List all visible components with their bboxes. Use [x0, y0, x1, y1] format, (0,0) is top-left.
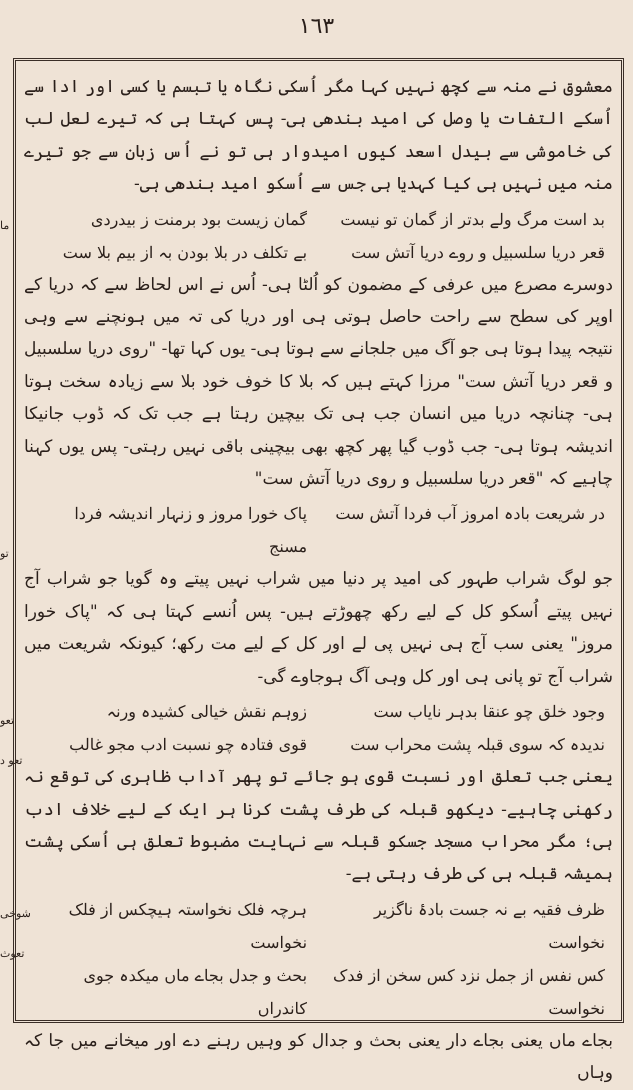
couplet-second-line: وجود خلق چو عنقا بدہر نایاب ست	[373, 702, 605, 722]
couplet-first-line: ہرچہ فلک نخواستہ ہیچکس از فلک نخواست	[68, 899, 308, 952]
couplet-first-line: گمان زیست بود برمنت ز بیدردی	[90, 209, 308, 229]
couplet-first-line: قوی فتادہ چو نسبت ادب مجو غالب	[69, 735, 308, 755]
couplet-first-line: زوہم نقش خیالی کشیدہ ورنہ	[106, 702, 308, 722]
margin-word: ما	[0, 219, 10, 232]
paragraph: معشوق نے منہ سے کچھ نہیں کہا مگر اُسکی نگاہ یا تبسم یا کسی اور ادا سے اُسکے التفات یا وصل کی امید بندھی ہی- پس کہتا ہی کہ تیرے لعل لب کی خاموشی سے بیدل اسعد کیوں امیدوار ہی تو نے اُس زبان سے جو تیرے منہ میں نہیں ہی کیا کہدیا ہی جس سے اُسکو امید بندھی ہی-	[24, 77, 613, 195]
paragraph: یعنی جب تعلق اور نسبت قوی ہو جائے تو پھر آداب ظاہری کی توقع نہ رکھنی چاہیے- دیکھو قبلہ کی طرف پشت کرنا ہر ایک کے لیے خلاف ادب ہی؛ مگر محراب مسجد جسکو قبلہ سے نہایت مضبوط تعلق ہی اُسکی پشت ہمیشہ قبلہ ہی کی طرف رہتی ہے-	[24, 767, 613, 885]
text-frame	[13, 58, 624, 1084]
left-margin-clipped-text	[0, 0, 31, 1080]
couplet	[24, 959, 613, 1025]
margin-word: تعوث	[0, 947, 25, 960]
page-number: ١٦٣	[298, 14, 335, 39]
couplet	[24, 893, 613, 959]
couplet-second-line: قعر دریا سلسبیل و روے دریا آتش ست	[351, 242, 605, 262]
couplet-second-line: بد است مرگ ولے بدتر از گمان تو نیست	[340, 209, 605, 229]
paragraph: دوسرے مصرع میں عرفی کے مضمون کو اُلٹا ہی- اُس نے اس لحاظ سے کہ دریا کے اوپر کی سطح سے راحت حاصل ہوتی ہی اور دریا کی تہ میں ہونچنے سے وہی نتیجہ پیدا ہوتا ہی جو آگ میں جلجانے سے ہوتا ہی- یوں کہا تھا- "روی دریا سلسبیل و قعر دریا آتش ست" مرزا کہتے ہیں کہ بلا کا خوف خود بلا سے زیادہ سخت ہوتا ہی- چنانچہ دریا میں انسان جب ہی تک بیچین رہتا ہے جب تک کہ ڈوب جانیکا اندیشہ ہوتا ہی- جب ڈوب گیا پھر کچھ بھی بیچینی باقی نہیں رہتی- پس یوں کہنا چاہیے کہ "قعر دریا سلسبیل و روی دریا آتش ست"	[24, 274, 613, 490]
couplet-first-line: بے تکلف در بلا بودن بہ از بیم بلا ست	[62, 242, 308, 262]
couplet	[24, 728, 613, 761]
margin-word: تعو د	[0, 754, 23, 767]
couplet-second-line: ظرف فقیہ بے نہ جست بادۂ ناگزیر نخواست	[373, 899, 605, 952]
couplet-second-line: در شریعت بادہ امروز آب فردا آتش ست	[335, 504, 605, 524]
couplet	[24, 497, 613, 563]
couplet	[24, 695, 613, 728]
couplet	[24, 203, 613, 236]
margin-word: تو	[0, 547, 9, 560]
margin-word: تعو	[0, 714, 15, 727]
margin-word: شوخی	[0, 907, 31, 920]
paragraph: جو لوگ شراب طہور کی امید پر دنیا میں شراب نہیں پیتے وہ گویا جو شراب آج نہیں پیتے اُسکو کل کے لیے رکھ چھوڑتے ہیں- پس اُنسے کہتا ہی کہ "پاک خورا مروز" یعنی سب آج ہی نہیں پی لے اور کل کے لیے مت رکھ؛ کیونکہ شریعت میں شراب آج تو پانی ہی اور کل وہی آگ ہوجاوے گی-	[24, 569, 613, 687]
couplet-second-line: کس نفس از جمل نزد کس سخن از فدک نخواست	[333, 965, 605, 1018]
couplet	[24, 236, 613, 269]
couplet-second-line: ندیدہ کہ سوی قبلہ پشت محراب ست	[350, 735, 605, 755]
paragraph: بجاے ماں یعنی بجاے دار یعنی بحث و جدال کو وہیں رہنے دے اور میخانے میں جا کہ وہاں	[24, 1030, 613, 1084]
couplet-first-line: بحث و جدل بجاے ماں میکدہ جوی کاندراں	[83, 965, 308, 1018]
couplet-first-line: پاک خورا مروز و زنہار اندیشہ فردا مسنج	[74, 504, 308, 557]
